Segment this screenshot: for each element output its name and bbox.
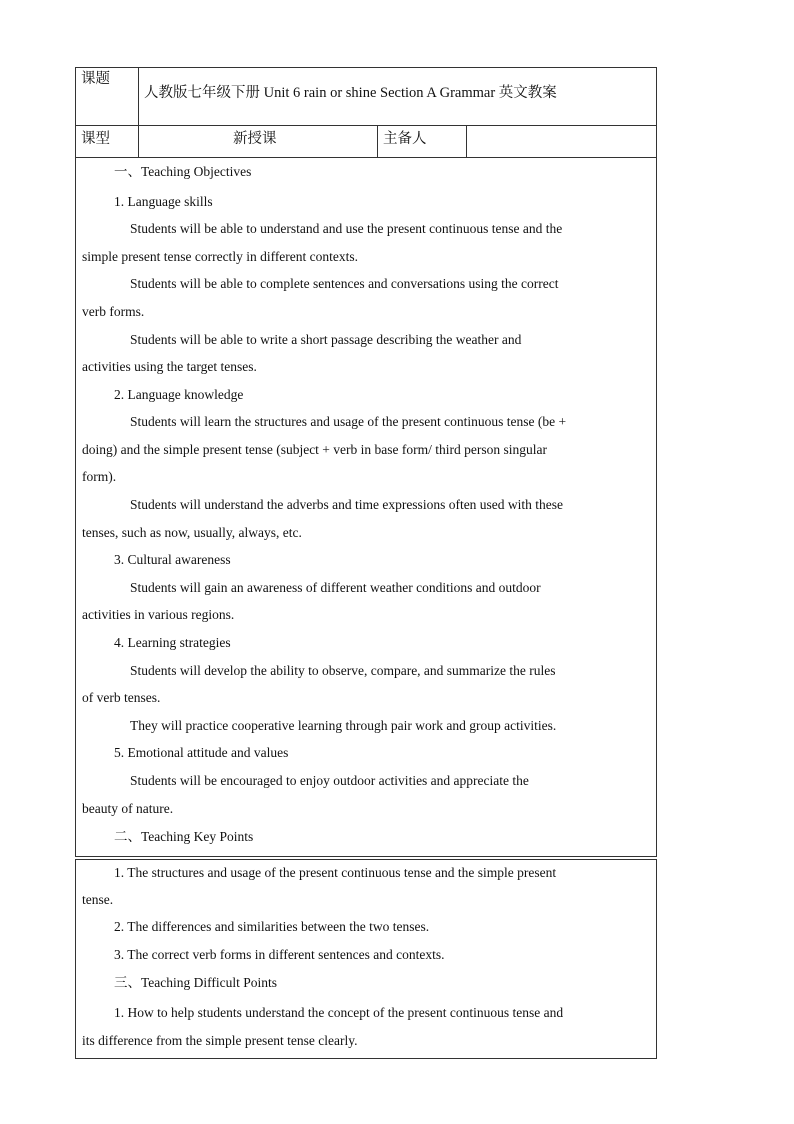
text-line: tense. [82,892,114,907]
type-label: 课型 [81,131,110,147]
section-heading-key-points: 二、Teaching Key Points [114,829,254,844]
box2-border-right [656,859,657,1059]
table-border-col2 [377,125,378,157]
table-border-col1 [138,67,139,157]
table-border-col3 [466,125,467,157]
box2-border-bottom [75,1058,657,1059]
text-line: activities using the target tenses. [82,359,257,374]
type-value: 新授课 [233,131,277,147]
table-border-bottom [75,856,657,857]
text-line: doing) and the simple present tense (subject + verb in base form/ third person singular [82,442,547,457]
text-line: tenses, such as now, usually, always, etc. [82,525,302,540]
table-border-row1 [75,125,657,126]
table-border-row2 [75,157,657,158]
title-label: 课题 [81,71,110,87]
subheading-emotional-attitude: 5. Emotional attitude and values [114,745,289,760]
title-value: 人教版七年级下册 Unit 6 rain or shine Section A Grammar 英文教案 [144,85,557,101]
text-line: Students will learn the structures and usage of the present continuous tense (be + [130,414,567,429]
box2-border-top [75,859,657,860]
subheading-cultural-awareness: 3. Cultural awareness [114,552,231,567]
text-line: Students will be encouraged to enjoy outdoor activities and appreciate the [130,773,529,788]
text-line: verb forms. [82,304,145,319]
section-heading-difficult-points: 三、Teaching Difficult Points [114,975,278,990]
text-line: Students will develop the ability to observe, compare, and summarize the rules [130,663,556,678]
subheading-language-skills: 1. Language skills [114,194,213,209]
box2-border-left [75,859,76,1059]
text-line: Students will be able to complete sentences and conversations using the correct [130,276,559,291]
subheading-learning-strategies: 4. Learning strategies [114,635,231,650]
section-heading-objectives: 一、Teaching Objectives [114,164,252,179]
text-line: form). [82,469,117,484]
preparer-label: 主备人 [383,131,427,147]
text-line: of verb tenses. [82,690,161,705]
table-border-top [75,67,657,68]
text-line: simple present tense correctly in different contexts. [82,249,359,264]
text-line: Students will gain an awareness of different weather conditions and outdoor [130,580,541,595]
text-line: activities in various regions. [82,607,235,622]
table-border-left [75,67,76,857]
text-line: beauty of nature. [82,801,174,816]
text-line: 1. The structures and usage of the present continuous tense and the simple present [114,865,557,880]
text-line: 3. The correct verb forms in different sentences and contexts. [114,947,445,962]
text-line: They will practice cooperative learning through pair work and group activities. [130,718,557,733]
text-line: 1. How to help students understand the concept of the present continuous tense and [114,1005,564,1020]
text-line: Students will be able to write a short passage describing the weather and [130,332,522,347]
text-line: Students will be able to understand and use the present continuous tense and the [130,221,563,236]
subheading-language-knowledge: 2. Language knowledge [114,387,244,402]
text-line: 2. The differences and similarities between the two tenses. [114,919,430,934]
text-line: Students will understand the adverbs and time expressions often used with these [130,497,564,512]
table-border-right [656,67,657,857]
text-line: its difference from the simple present tense clearly. [82,1033,358,1048]
